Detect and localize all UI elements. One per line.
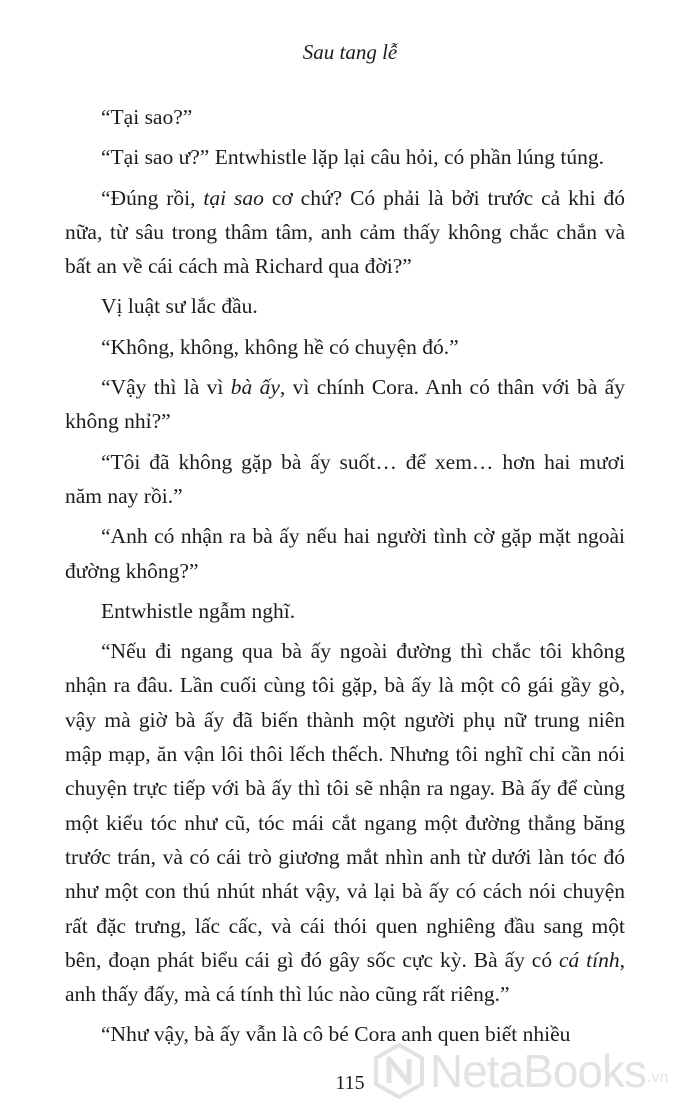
- body-text: [65, 100, 625, 1052]
- emphasis-text: cá tính: [558, 947, 620, 972]
- paragraph: Vị luật sư lắc đầu.: [101, 294, 258, 319]
- netabooks-n-logo-icon: [374, 1043, 424, 1099]
- paragraph: “Nếu đi ngang qua bà ấy ngoài đường thì chắc tôi không nhận ra đâu. Lần cuối cùng tôi gặp, bà ấy là một cô gái gầy gò, vậy mà giờ bà ấy đã biến thành một người phụ nữ trung niên mập mạp, ăn vận lôi thôi lếch thếch. Nhưng tôi nghĩ chỉ cần nói chuyện trực tiếp với bà ấy thì tôi sẽ nhận ra ngay. Bà ấy để cùng một kiểu tóc như cũ, tóc mái cắt ngang một đường thẳng băng trước trán, và có cái trò giương mắt nhìn anh từ dưới làn tóc đó như một con thú nhút nhát vậy, vả lại bà ấy có cách nói chuyện rất đặc trưng, lấc cấc, và cái thói quen nghiêng đầu sang một bên, đoạn phát biểu cái gì đó gây sốc cực kỳ. Bà ấy có cá tính, anh thấy đấy, mà cá tính thì lúc nào cũng rất riêng.”: [65, 639, 625, 1007]
- watermark-brand: NetaBooks: [430, 1045, 647, 1097]
- paragraph: Entwhistle ngẫm nghĩ.: [101, 598, 296, 623]
- paragraph: “Tôi đã không gặp bà ấy suốt… để xem… hơn hai mươi năm nay rồi.”: [65, 449, 625, 508]
- page-number: 115: [335, 1072, 365, 1094]
- paragraph: “Đúng rồi, tại sao cơ chứ? Có phải là bởi trước cả khi đó nữa, từ sâu trong thâm tâm, anh cảm thấy không chắc chắn và bất an về cái cách mà Richard qua đời?”: [65, 185, 626, 279]
- emphasis-text: bà ấy: [230, 375, 280, 400]
- emphasis-text: tại sao: [203, 185, 264, 210]
- running-header: Sau tang lễ: [302, 40, 398, 64]
- paragraph: “Không, không, không hề có chuyện đó.”: [101, 334, 459, 359]
- paragraph: “Tại sao ư?” Entwhistle lặp lại câu hỏi, có phần lúng túng.: [101, 145, 605, 170]
- paragraph: “Vậy thì là vì bà ấy, vì chính Cora. Anh có thân với bà ấy không nhỉ?”: [65, 375, 625, 434]
- paragraph: “Anh có nhận ra bà ấy nếu hai người tình cờ gặp mặt ngoài đường không?”: [65, 524, 625, 583]
- paragraph: “Tại sao?”: [101, 105, 193, 129]
- watermark-suffix: .vn: [647, 1069, 669, 1086]
- watermark: [374, 1043, 668, 1099]
- paragraph: “Như vậy, bà ấy vẫn là cô bé Cora anh quen biết nhiều: [101, 1022, 571, 1047]
